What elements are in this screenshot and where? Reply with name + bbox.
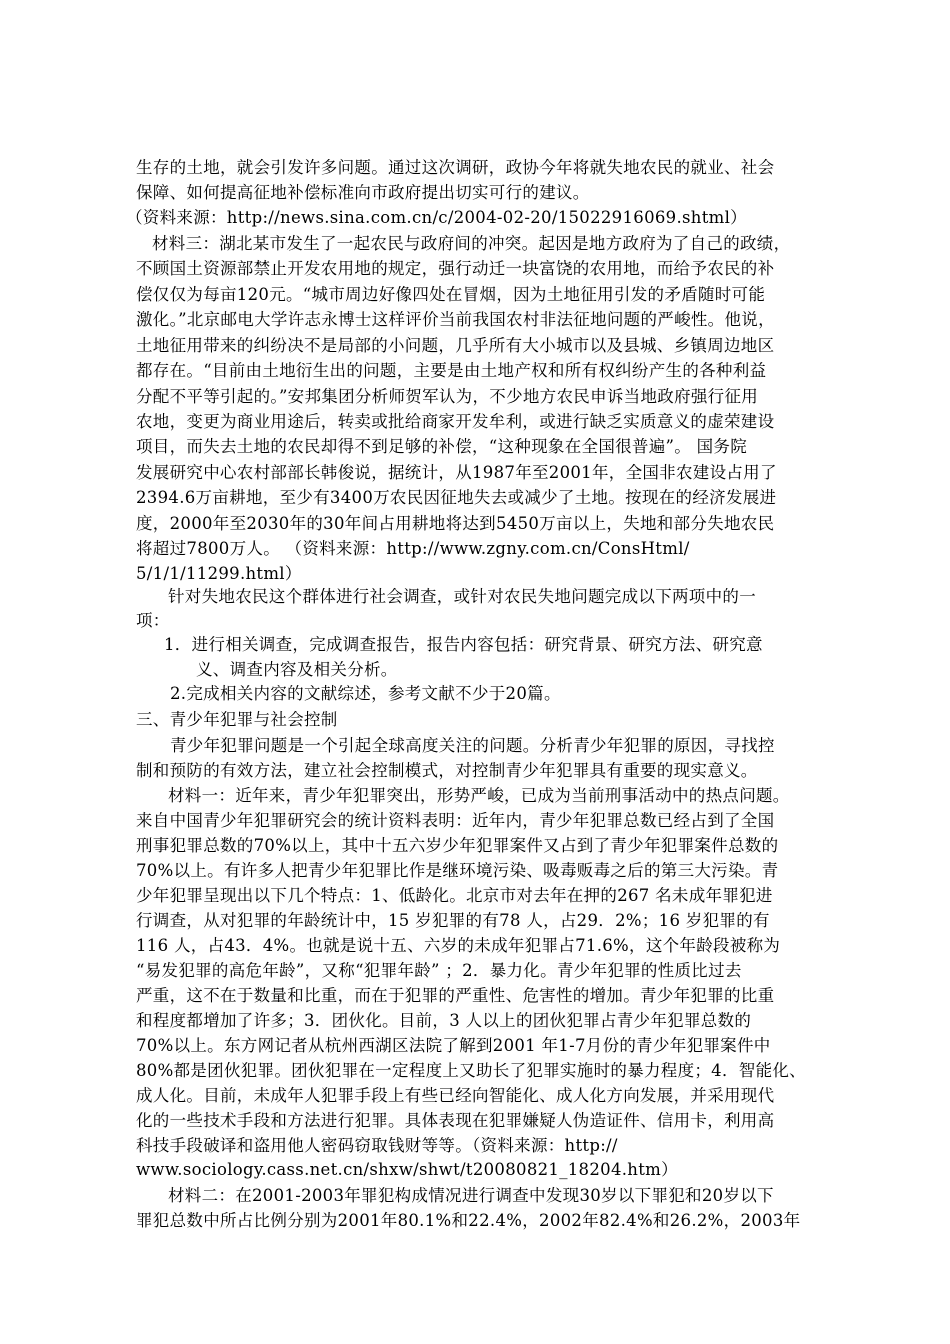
text-line: 材料一：近年来，青少年犯罪突出，形势严峻，已成为当前刑事活动中的热点问题。 [168,786,790,805]
list-item: 2.完成相关内容的文献综述，参考文献不少于20篇。 [170,684,561,703]
text-line: 来自中国青少年犯罪研究会的统计资料表明：近年内，青少年犯罪总数已经占到了全国 [136,811,775,830]
text-line: 116 人，占43．4%。也就是说十五、六岁的未成年犯罪占71.6%，这个年龄段被称为 [136,936,781,955]
text-line: 分配不平等引起的。”安邦集团分析师贺军认为，不少地方农民申诉当地政府强行征用 [136,387,759,406]
text-line: 和程度都增加了许多；3．团伙化。目前，3 人以上的团伙犯罪占青少年犯罪总数的 [136,1011,752,1030]
section-heading: 三、青少年犯罪与社会控制 [136,710,338,729]
text-line: 保障、如何提高征地补偿标准向市政府提出切实可行的建议。 [136,183,590,202]
text-line: 严重，这不在于数量和比重，而在于犯罪的严重性、危害性的增加。青少年犯罪的比重 [136,986,775,1005]
text-line: 青少年犯罪问题是一个引起全球高度关注的问题。分析青少年犯罪的原因，寻找控 [170,736,775,755]
text-line: 80%都是团伙犯罪。团伙犯罪在一定程度上又助长了犯罪实施时的暴力程度；4．智能化、 [136,1061,806,1080]
text-line: 刑事犯罪总数的70%以上，其中十五六岁少年犯罪案件又占到了青少年犯罪案件总数的 [136,836,779,855]
source-line: www.sociology.cass.net.cn/shxw/shwt/t20080821_18204.htm） [136,1160,678,1179]
text-line: 制和预防的有效方法，建立社会控制模式，对控制青少年犯罪具有重要的现实意义。 [136,761,758,780]
text-line: 发展研究中心农村部部长韩俊说，据统计，从1987年至2001年，全国非农建设占用了 [136,463,777,482]
text-line: 度，2000年至2030年的30年间占用耕地将达到5450万亩以上，失地和部分失地农民 [136,514,775,533]
list-item: 1．进行相关调查，完成调查报告，报告内容包括：研究背景、研究方法、研究意 [164,635,763,654]
text-line: 70%以上。东方网记者从杭州西湖区法院了解到2001 年1-7月份的青少年犯罪案件中 [136,1036,771,1055]
text-line: 项目，而失去土地的农民却得不到足够的补偿，“这种现象在全国很普遍”。 国务院 [136,437,748,456]
source-line: 5/1/1/11299.html） [136,564,302,583]
text-line: 农地，变更为商业用途后，转卖或批给商家开发牟利，或进行缺乏实质意义的虚荣建设 [136,412,775,431]
text-line: 化的一些技术手段和方法进行犯罪。具体表现在犯罪嫌疑人伪造证件、信用卡，利用高 [136,1111,775,1130]
text-line: 2394.6万亩耕地，至少有3400万农民因征地失去或减少了土地。按现在的经济发展进 [136,488,777,507]
text-line: 都存在。“目前由土地衍生出的问题，主要是由土地产权和所有权纠纷产生的各种利益 [136,361,767,380]
text-line: 生存的土地，就会引发许多问题。通过这次调研，政协今年将就失地农民的就业、社会 [136,158,775,177]
text-line: 行调查，从对犯罪的年龄统计中，15 岁犯罪的有78 人，占29．2%；16 岁犯罪的有 [136,911,770,930]
text-line: 成人化。目前，未成年人犯罪手段上有些已经向智能化、成人化方向发展，并采用现代 [136,1086,775,1105]
text-line: 材料三：湖北某市发生了一起农民与政府间的冲突。起因是地方政府为了自己的政绩， [152,234,791,253]
text-line: 科技手段破译和盗用他人密码窃取钱财等等。（资料来源：http:// [136,1136,618,1155]
text-line: 土地征用带来的纠纷决不是局部的小问题，几乎所有大小城市以及县城、乡镇周边地区 [136,336,775,355]
text-line: 项： [136,611,170,630]
text-line: 将超过7800万人。 （资料来源：http://www.zgny.com.cn/ConsHtml/ [136,539,690,558]
text-line: “易发犯罪的高危年龄”，又称“犯罪年龄” ；2．暴力化。青少年犯罪的性质比过去 [136,961,742,980]
text-line: 70%以上。有许多人把青少年犯罪比作是继环境污染、吸毒贩毒之后的第三大污染。青 [136,861,779,880]
text-line: 少年犯罪呈现出以下几个特点：1、低龄化。北京市对去年在押的267 名未成年罪犯进 [136,886,773,905]
text-line: 针对失地农民这个群体进行社会调查，或针对农民失地问题完成以下两项中的一 [168,587,756,606]
text-line: 偿仅仅为每亩120元。“城市周边好像四处在冒烟，因为土地征用引发的矛盾随时可能 [136,285,766,304]
list-item-continuation: 义、调查内容及相关分析。 [196,660,398,679]
text-line: 不顾国土资源部禁止开发农用地的规定，强行动迁一块富饶的农用地，而给予农民的补 [136,259,775,278]
text-line: 激化。”北京邮电大学许志永博士这样评价当前我国农村非法征地问题的严峻性。他说， [136,310,775,329]
text-line: 罪犯总数中所占比例分别为2001年80.1%和22.4%，2002年82.4%和26.2%，2003年 [136,1211,801,1230]
source-line: （资料来源：http://news.sina.com.cn/c/2004-02-20/15022916069.shtml） [126,208,747,227]
text-line: 材料二：在2001-2003年罪犯构成情况进行调查中发现30岁以下罪犯和20岁以下 [168,1186,774,1205]
